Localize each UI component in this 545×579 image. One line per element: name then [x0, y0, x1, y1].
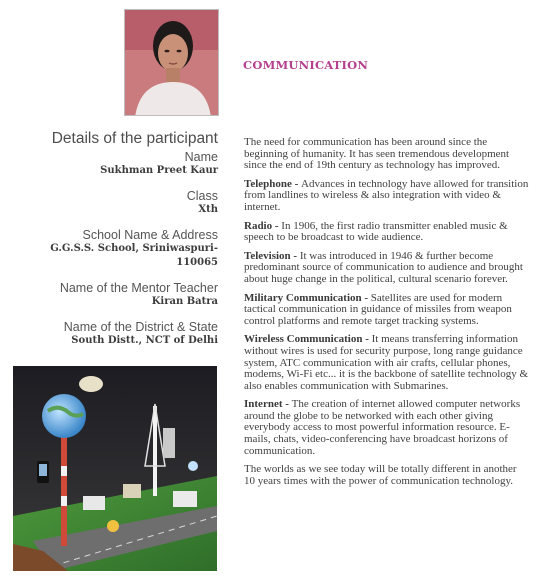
section-wireless [244, 334, 529, 392]
intro-paragraph: The need for communication has been around since the beginning of humanity. It has seen tremendous development since the end of 19th century as technology has improved. [244, 136, 510, 172]
section-term: Telephone - [244, 177, 302, 190]
section-text: It was introduced in 1946 & further become predominant source of communication to audience and brought about huge change in the political, cultural scenario forever. [244, 249, 523, 285]
field-label: School Name & Address [82, 228, 218, 242]
field-value: Kiran Batra [151, 296, 218, 307]
section-term: Internet - [244, 398, 292, 411]
participant-photo [124, 9, 219, 116]
field-value: G.G.S.S. School, Sriniwaspuri-110065 [50, 243, 218, 268]
section-television [244, 251, 529, 286]
section-term: Military Communication - [244, 291, 371, 304]
details-heading: Details of the participant [51, 130, 218, 147]
article-body [244, 137, 529, 494]
field-label: Class [186, 189, 218, 203]
field-value: Sukhman Preet Kaur [100, 165, 218, 176]
section-term: Television - [244, 249, 300, 262]
section-text: It means transferring information without wires is used for security purpose, long range guidance system, ATC communication with air crafts, cellular phones, modems, Wi-Fi etc... it is the backbone of satellite technology & also enables communication with Submarines. [244, 333, 529, 392]
section-radio [244, 221, 529, 244]
section-military [244, 293, 529, 328]
participant-details [20, 130, 218, 359]
detail-field-district [20, 320, 218, 348]
detail-field-mentor [20, 281, 218, 309]
project-model-photo [13, 366, 217, 571]
section-text: Satellites are used for modern tactical communication in guidance of missiles from weapon control platforms and remote target tracking systems. [244, 291, 512, 327]
section-term: Wireless Communication - [244, 333, 372, 346]
participant-portrait [125, 10, 219, 116]
communication-model-illustration [13, 366, 217, 571]
closing-paragraph: The worlds as we see today will be totally different in another 10 years times with the power of communication technology. [244, 463, 517, 487]
section-telephone [244, 179, 529, 214]
section-internet [244, 399, 529, 457]
section-text: The creation of internet allowed computer networks around the globe to be networked with each other giving everybody access to most powerful information resource. E-mails, chats, video-conferencing have broadcast horizons of communication. [244, 398, 521, 457]
field-value: Xth [198, 204, 218, 215]
section-term: Radio - [244, 219, 282, 232]
detail-field-class [20, 189, 218, 217]
field-label: Name of the Mentor Teacher [59, 281, 218, 295]
field-label: Name of the District & State [63, 320, 218, 334]
page-title: COMMUNICATION [243, 58, 369, 72]
section-text: In 1906, the first radio transmitter enabled music & speech to be broadcast to wide audience. [244, 219, 508, 244]
section-text: Advances in technology have allowed for transition from landlines to wireless & also integration with video & internet. [244, 177, 529, 213]
detail-field-name [20, 150, 218, 178]
detail-field-school [20, 228, 218, 270]
field-value: South Distt., NCT of Delhi [71, 335, 218, 346]
field-label: Name [184, 150, 218, 164]
